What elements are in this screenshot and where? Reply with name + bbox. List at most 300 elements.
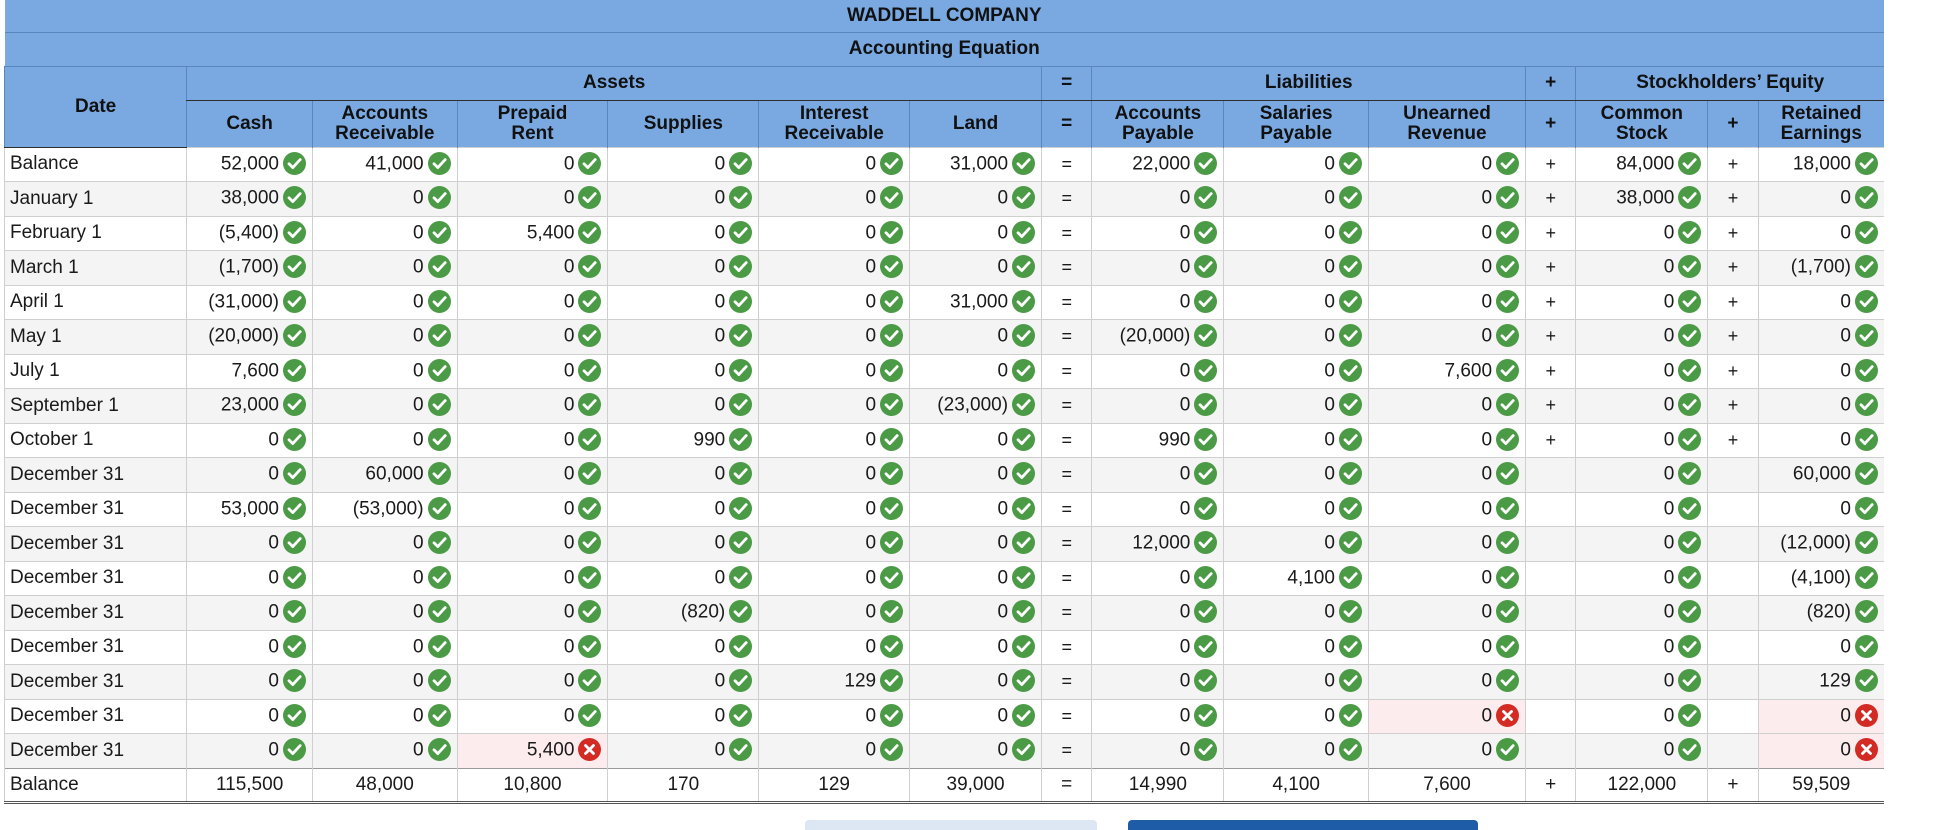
retained-earnings-cell[interactable] bbox=[1758, 147, 1884, 182]
retained-earnings-cell[interactable] bbox=[1758, 734, 1884, 769]
cell-value: 0 bbox=[1179, 705, 1191, 727]
check-circle-icon bbox=[1194, 566, 1217, 589]
check-circle-icon bbox=[729, 566, 752, 589]
cell-value: 0 bbox=[412, 532, 424, 554]
unearned-revenue-cell[interactable] bbox=[1368, 630, 1525, 665]
cell-value: 0 bbox=[1324, 153, 1335, 175]
supplies-cell[interactable] bbox=[608, 492, 759, 527]
accounts-payable-cell[interactable] bbox=[1092, 630, 1224, 665]
accounts-payable-cell[interactable] bbox=[1092, 596, 1224, 631]
equals-sign: = bbox=[1042, 423, 1092, 458]
salaries-payable-cell[interactable] bbox=[1224, 630, 1369, 665]
check-circle-icon bbox=[1339, 738, 1362, 761]
interest-receivable-cell[interactable] bbox=[759, 147, 910, 182]
unearned-revenue-cell[interactable] bbox=[1368, 492, 1525, 527]
equals-column-header: = bbox=[1042, 100, 1092, 147]
accounts-payable-cell[interactable] bbox=[1092, 734, 1224, 769]
common-stock-cell[interactable] bbox=[1576, 630, 1708, 665]
check-circle-icon bbox=[1194, 428, 1217, 451]
plus-sign: + bbox=[1708, 768, 1758, 802]
cell-value: (1,700) bbox=[1790, 256, 1851, 278]
common-stock-cell[interactable] bbox=[1576, 492, 1708, 527]
prepaid-rent-cell[interactable] bbox=[457, 492, 608, 527]
cell-value: 60,000 bbox=[1792, 463, 1851, 485]
accounts-receivable-cell[interactable] bbox=[312, 285, 457, 320]
common-stock-cell[interactable] bbox=[1576, 734, 1708, 769]
accounts-receivable-cell[interactable] bbox=[312, 389, 457, 424]
plus-sign: + bbox=[1708, 147, 1758, 182]
land-cell[interactable] bbox=[910, 665, 1042, 700]
check-circle-icon bbox=[1339, 566, 1362, 589]
supplies-cell[interactable] bbox=[608, 354, 759, 389]
x-circle-icon bbox=[578, 738, 601, 761]
prepaid-rent-cell[interactable] bbox=[457, 216, 608, 251]
check-circle-icon bbox=[1339, 428, 1362, 451]
land-cell[interactable] bbox=[910, 216, 1042, 251]
accounts-receivable-cell[interactable] bbox=[312, 147, 457, 182]
cell-value: 0 bbox=[865, 429, 877, 451]
cell-value: (820) bbox=[1806, 601, 1851, 623]
cell-value: 990 bbox=[1158, 429, 1191, 451]
check-circle-icon bbox=[880, 428, 903, 451]
cash-cell[interactable] bbox=[187, 699, 313, 734]
x-circle-icon bbox=[1496, 704, 1519, 727]
cell-value: 0 bbox=[714, 670, 726, 692]
retained-earnings-cell[interactable] bbox=[1758, 320, 1884, 355]
cell-value: 0 bbox=[997, 429, 1009, 451]
prepaid-rent-cell[interactable] bbox=[457, 285, 608, 320]
land-cell[interactable] bbox=[910, 320, 1042, 355]
land-cell[interactable] bbox=[910, 492, 1042, 527]
check-circle-icon bbox=[1012, 462, 1035, 485]
accounts-payable-cell[interactable] bbox=[1092, 492, 1224, 527]
salaries-payable-cell[interactable] bbox=[1224, 251, 1369, 286]
unearned-revenue-cell[interactable] bbox=[1368, 251, 1525, 286]
cell-value: 0 bbox=[1663, 222, 1675, 244]
unearned-revenue-cell[interactable] bbox=[1368, 665, 1525, 700]
prepaid-rent-cell[interactable] bbox=[457, 182, 608, 217]
supplies-cell[interactable] bbox=[608, 389, 759, 424]
supplies-cell[interactable] bbox=[608, 665, 759, 700]
retained-earnings-cell[interactable] bbox=[1758, 458, 1884, 493]
common-stock-cell[interactable] bbox=[1576, 251, 1708, 286]
cell-value: 0 bbox=[1840, 187, 1851, 209]
salaries-payable-cell[interactable] bbox=[1224, 699, 1369, 734]
accounts-receivable-column-header: Accounts Receivable bbox=[312, 100, 457, 147]
unearned-revenue-cell[interactable] bbox=[1368, 734, 1525, 769]
check-circle-icon bbox=[1012, 566, 1035, 589]
supplies-cell[interactable] bbox=[608, 182, 759, 217]
check-circle-icon bbox=[880, 669, 903, 692]
interest-receivable-cell[interactable] bbox=[759, 458, 910, 493]
unearned-revenue-cell[interactable] bbox=[1368, 216, 1525, 251]
unearned-revenue-cell[interactable] bbox=[1368, 182, 1525, 217]
supplies-cell[interactable] bbox=[608, 561, 759, 596]
cell-value: 0 bbox=[714, 463, 726, 485]
land-cell[interactable] bbox=[910, 561, 1042, 596]
supplies-cell[interactable] bbox=[608, 285, 759, 320]
salaries-payable-cell[interactable] bbox=[1224, 147, 1369, 182]
land-cell[interactable] bbox=[910, 354, 1042, 389]
land-cell[interactable] bbox=[910, 182, 1042, 217]
supplies-cell[interactable] bbox=[608, 596, 759, 631]
salaries-payable-cell[interactable] bbox=[1224, 285, 1369, 320]
interest-receivable-cell[interactable] bbox=[759, 561, 910, 596]
prepaid-rent-cell[interactable] bbox=[457, 320, 608, 355]
cell-value: 0 bbox=[1840, 636, 1851, 658]
accounts-payable-cell[interactable] bbox=[1092, 147, 1224, 182]
prepaid-rent-cell[interactable] bbox=[457, 665, 608, 700]
cash-cell[interactable] bbox=[187, 458, 313, 493]
interest-receivable-cell[interactable] bbox=[759, 285, 910, 320]
salaries-payable-cell[interactable] bbox=[1224, 458, 1369, 493]
unearned-revenue-cell[interactable] bbox=[1368, 389, 1525, 424]
common-stock-cell[interactable] bbox=[1576, 182, 1708, 217]
accounts-receivable-cell[interactable] bbox=[312, 734, 457, 769]
interest-receivable-cell[interactable] bbox=[759, 596, 910, 631]
check-circle-icon bbox=[729, 152, 752, 175]
supplies-cell[interactable] bbox=[608, 216, 759, 251]
plus-sign bbox=[1708, 561, 1758, 596]
salaries-payable-cell[interactable] bbox=[1224, 665, 1369, 700]
accounts-receivable-cell[interactable] bbox=[312, 423, 457, 458]
supplies-cell[interactable] bbox=[608, 734, 759, 769]
cell-value: 0 bbox=[563, 670, 575, 692]
interest-receivable-cell[interactable] bbox=[759, 665, 910, 700]
land-cell[interactable] bbox=[910, 389, 1042, 424]
cash-cell[interactable] bbox=[187, 216, 313, 251]
check-circle-icon bbox=[1678, 324, 1701, 347]
accounts-payable-cell[interactable] bbox=[1092, 216, 1224, 251]
interest-receivable-cell[interactable] bbox=[759, 182, 910, 217]
check-circle-icon bbox=[1678, 566, 1701, 589]
plus-column-header: + bbox=[1526, 100, 1576, 147]
table-row bbox=[5, 147, 1885, 182]
salaries-payable-cell[interactable] bbox=[1224, 320, 1369, 355]
interest-receivable-cell[interactable] bbox=[759, 389, 910, 424]
supplies-cell[interactable] bbox=[608, 423, 759, 458]
check-circle-icon bbox=[283, 393, 306, 416]
check-circle-icon bbox=[1194, 600, 1217, 623]
prepaid-rent-cell[interactable] bbox=[457, 596, 608, 631]
check-circle-icon bbox=[1339, 531, 1362, 554]
retained-earnings-cell[interactable] bbox=[1758, 389, 1884, 424]
cash-cell[interactable] bbox=[187, 354, 313, 389]
retained-earnings-cell[interactable] bbox=[1758, 527, 1884, 562]
retained-earnings-cell[interactable] bbox=[1758, 285, 1884, 320]
common-stock-cell[interactable] bbox=[1576, 596, 1708, 631]
table-row bbox=[5, 182, 1885, 217]
plus-sign bbox=[1526, 458, 1576, 493]
interest-receivable-cell[interactable] bbox=[759, 699, 910, 734]
plus-sign: + bbox=[1526, 251, 1576, 286]
interest-receivable-cell[interactable] bbox=[759, 354, 910, 389]
prepaid-rent-cell[interactable] bbox=[457, 147, 608, 182]
retained-earnings-cell[interactable] bbox=[1758, 699, 1884, 734]
supplies-cell[interactable] bbox=[608, 147, 759, 182]
unearned-revenue-cell[interactable] bbox=[1368, 285, 1525, 320]
equals-sign: = bbox=[1042, 630, 1092, 665]
land-cell[interactable] bbox=[910, 699, 1042, 734]
salaries-payable-cell[interactable] bbox=[1224, 423, 1369, 458]
interest-receivable-cell[interactable] bbox=[759, 630, 910, 665]
cell-value: 7,600 bbox=[231, 360, 279, 382]
interest-receivable-cell[interactable] bbox=[759, 423, 910, 458]
cell-value: 31,000 bbox=[949, 153, 1009, 175]
land-cell[interactable] bbox=[910, 734, 1042, 769]
prepaid-rent-cell[interactable] bbox=[457, 699, 608, 734]
plus-sign: + bbox=[1708, 182, 1758, 217]
accounts-payable-cell[interactable] bbox=[1092, 389, 1224, 424]
common-stock-cell[interactable] bbox=[1576, 527, 1708, 562]
cell-value: 0 bbox=[563, 187, 575, 209]
retained-earnings-cell[interactable] bbox=[1758, 182, 1884, 217]
row-date: December 31 bbox=[5, 596, 187, 631]
accounts-receivable-cell[interactable] bbox=[312, 320, 457, 355]
cash-cell[interactable] bbox=[187, 251, 313, 286]
cell-value: 18,000 bbox=[1792, 153, 1851, 175]
cell-value: 0 bbox=[1179, 291, 1191, 313]
check-circle-icon bbox=[1855, 600, 1878, 623]
check-circle-icon bbox=[729, 428, 752, 451]
plus-sign bbox=[1708, 596, 1758, 631]
cash-cell[interactable] bbox=[187, 320, 313, 355]
cell-value: 0 bbox=[1663, 739, 1675, 761]
common-stock-cell[interactable] bbox=[1576, 665, 1708, 700]
salaries-payable-cell[interactable] bbox=[1224, 389, 1369, 424]
unearned-revenue-cell[interactable] bbox=[1368, 423, 1525, 458]
check-circle-icon bbox=[1012, 531, 1035, 554]
cash-cell[interactable] bbox=[187, 147, 313, 182]
retained-earnings-cell[interactable] bbox=[1758, 492, 1884, 527]
cell-value: 5,400 bbox=[526, 222, 575, 244]
supplies-cell[interactable] bbox=[608, 527, 759, 562]
table-row bbox=[5, 251, 1885, 286]
interest-receivable-cell[interactable] bbox=[759, 492, 910, 527]
accounts-payable-cell[interactable] bbox=[1092, 527, 1224, 562]
common-stock-cell[interactable] bbox=[1576, 699, 1708, 734]
common-stock-cell[interactable] bbox=[1576, 354, 1708, 389]
land-cell[interactable] bbox=[910, 423, 1042, 458]
primary-button[interactable] bbox=[1128, 820, 1478, 830]
common-stock-cell[interactable] bbox=[1576, 320, 1708, 355]
cell-value: 0 bbox=[1179, 739, 1191, 761]
plus-sign bbox=[1708, 458, 1758, 493]
common-stock-cell[interactable] bbox=[1576, 216, 1708, 251]
common-stock-cell[interactable] bbox=[1576, 285, 1708, 320]
check-circle-icon bbox=[578, 497, 601, 520]
unearned-revenue-cell[interactable] bbox=[1368, 527, 1525, 562]
interest-receivable-cell[interactable] bbox=[759, 734, 910, 769]
accounts-payable-cell[interactable] bbox=[1092, 458, 1224, 493]
unearned-revenue-cell[interactable] bbox=[1368, 699, 1525, 734]
cell-value: 41,000 bbox=[365, 153, 424, 175]
cash-cell[interactable] bbox=[187, 596, 313, 631]
unearned-revenue-cell[interactable] bbox=[1368, 596, 1525, 631]
interest-receivable-cell[interactable] bbox=[759, 320, 910, 355]
prepaid-rent-cell[interactable] bbox=[457, 354, 608, 389]
supplies-cell[interactable] bbox=[608, 251, 759, 286]
cash-cell[interactable] bbox=[187, 665, 313, 700]
equity-group-header: Stockholders’ Equity bbox=[1576, 66, 1884, 100]
common-stock-cell[interactable] bbox=[1576, 389, 1708, 424]
accounts-receivable-cell[interactable] bbox=[312, 251, 457, 286]
check-circle-icon bbox=[283, 531, 306, 554]
accounts-payable-cell[interactable] bbox=[1092, 251, 1224, 286]
unearned-revenue-cell[interactable] bbox=[1368, 320, 1525, 355]
cell-value: 0 bbox=[714, 705, 726, 727]
land-cell[interactable] bbox=[910, 285, 1042, 320]
cash-cell[interactable] bbox=[187, 492, 313, 527]
salaries-payable-cell[interactable] bbox=[1224, 561, 1369, 596]
check-circle-icon bbox=[1012, 359, 1035, 382]
common-stock-cell[interactable] bbox=[1576, 458, 1708, 493]
retained-earnings-cell[interactable] bbox=[1758, 216, 1884, 251]
cash-cell[interactable] bbox=[187, 285, 313, 320]
cell-value: 23,000 bbox=[220, 394, 279, 416]
accounts-receivable-cell[interactable] bbox=[312, 699, 457, 734]
land-cell[interactable] bbox=[910, 458, 1042, 493]
accounts-receivable-cell[interactable] bbox=[312, 665, 457, 700]
retained-earnings-cell[interactable] bbox=[1758, 354, 1884, 389]
cash-cell[interactable] bbox=[187, 734, 313, 769]
supplies-cell[interactable] bbox=[608, 320, 759, 355]
accounts-receivable-cell[interactable] bbox=[312, 492, 457, 527]
cell-value: 0 bbox=[1324, 429, 1335, 451]
salaries-payable-cell[interactable] bbox=[1224, 527, 1369, 562]
salaries-payable-cell[interactable] bbox=[1224, 492, 1369, 527]
cell-value: 0 bbox=[1179, 601, 1191, 623]
check-circle-icon bbox=[283, 566, 306, 589]
prepaid-rent-cell[interactable] bbox=[457, 561, 608, 596]
prepaid-rent-cell[interactable] bbox=[457, 423, 608, 458]
row-date: April 1 bbox=[5, 285, 187, 320]
check-circle-icon bbox=[428, 152, 451, 175]
supplies-cell[interactable] bbox=[608, 699, 759, 734]
supplies-cell[interactable] bbox=[608, 630, 759, 665]
cash-cell[interactable] bbox=[187, 423, 313, 458]
check-circle-icon bbox=[1012, 255, 1035, 278]
cash-cell[interactable] bbox=[187, 561, 313, 596]
cash-cell[interactable] bbox=[187, 527, 313, 562]
cell-value: 0 bbox=[997, 360, 1009, 382]
retained-earnings-cell[interactable] bbox=[1758, 665, 1884, 700]
interest-receivable-cell[interactable] bbox=[759, 216, 910, 251]
cell-value: 0 bbox=[563, 325, 575, 347]
accounts-payable-cell[interactable] bbox=[1092, 285, 1224, 320]
accounts-receivable-cell[interactable] bbox=[312, 182, 457, 217]
retained-earnings-cell[interactable] bbox=[1758, 251, 1884, 286]
row-date: December 31 bbox=[5, 630, 187, 665]
check-circle-icon bbox=[1012, 738, 1035, 761]
cash-cell[interactable] bbox=[187, 630, 313, 665]
interest-receivable-cell[interactable] bbox=[759, 527, 910, 562]
unearned-revenue-cell[interactable] bbox=[1368, 147, 1525, 182]
row-date: December 31 bbox=[5, 699, 187, 734]
unearned-revenue-cell[interactable] bbox=[1368, 458, 1525, 493]
salaries-payable-cell[interactable] bbox=[1224, 354, 1369, 389]
retained-earnings-cell[interactable] bbox=[1758, 596, 1884, 631]
accounts-payable-cell[interactable] bbox=[1092, 699, 1224, 734]
cell-value: (5,400) bbox=[218, 222, 279, 244]
cell-value: 129 bbox=[844, 670, 877, 692]
land-cell[interactable] bbox=[910, 251, 1042, 286]
supplies-cell[interactable] bbox=[608, 458, 759, 493]
accounts-receivable-cell[interactable] bbox=[312, 527, 457, 562]
salaries-payable-cell[interactable] bbox=[1224, 596, 1369, 631]
accounts-payable-cell[interactable] bbox=[1092, 320, 1224, 355]
prepaid-rent-cell[interactable] bbox=[457, 458, 608, 493]
check-circle-icon bbox=[1678, 393, 1701, 416]
liabilities-group-header: Liabilities bbox=[1092, 66, 1526, 100]
check-circle-icon bbox=[1012, 221, 1035, 244]
interest-receivable-cell[interactable] bbox=[759, 251, 910, 286]
cell-value: 0 bbox=[1840, 498, 1851, 520]
salaries-payable-cell[interactable] bbox=[1224, 216, 1369, 251]
salaries-payable-cell[interactable] bbox=[1224, 734, 1369, 769]
check-circle-icon bbox=[1855, 497, 1878, 520]
retained-earnings-cell[interactable] bbox=[1758, 561, 1884, 596]
accounts-payable-cell[interactable] bbox=[1092, 182, 1224, 217]
common-stock-cell[interactable] bbox=[1576, 561, 1708, 596]
check-circle-icon bbox=[578, 566, 601, 589]
accounts-payable-cell[interactable] bbox=[1092, 561, 1224, 596]
row-date: December 31 bbox=[5, 734, 187, 769]
retained-earnings-cell[interactable] bbox=[1758, 423, 1884, 458]
retained-earnings-cell[interactable] bbox=[1758, 630, 1884, 665]
unearned-revenue-cell[interactable] bbox=[1368, 354, 1525, 389]
accounts-receivable-cell[interactable] bbox=[312, 596, 457, 631]
accounts-receivable-cell[interactable] bbox=[312, 354, 457, 389]
land-cell[interactable] bbox=[910, 527, 1042, 562]
salaries-payable-cell[interactable] bbox=[1224, 182, 1369, 217]
accounts-receivable-cell[interactable] bbox=[312, 458, 457, 493]
land-cell[interactable] bbox=[910, 596, 1042, 631]
accounts-receivable-total: 48,000 bbox=[312, 768, 457, 802]
prepaid-rent-cell[interactable] bbox=[457, 251, 608, 286]
row-date: October 1 bbox=[5, 423, 187, 458]
cell-value: 0 bbox=[1840, 325, 1851, 347]
accounts-receivable-cell[interactable] bbox=[312, 630, 457, 665]
cell-value: 0 bbox=[865, 532, 877, 554]
cell-value: 0 bbox=[412, 325, 424, 347]
unearned-revenue-cell[interactable] bbox=[1368, 561, 1525, 596]
secondary-button[interactable] bbox=[805, 820, 1097, 830]
check-circle-icon bbox=[578, 359, 601, 382]
common-stock-cell[interactable] bbox=[1576, 147, 1708, 182]
prepaid-rent-cell[interactable] bbox=[457, 389, 608, 424]
common-stock-cell[interactable] bbox=[1576, 423, 1708, 458]
prepaid-rent-cell[interactable] bbox=[457, 734, 608, 769]
accounts-payable-cell[interactable] bbox=[1092, 665, 1224, 700]
accounts-payable-cell[interactable] bbox=[1092, 354, 1224, 389]
check-circle-icon bbox=[1678, 497, 1701, 520]
cash-cell[interactable] bbox=[187, 389, 313, 424]
land-cell[interactable] bbox=[910, 147, 1042, 182]
check-circle-icon bbox=[578, 324, 601, 347]
cell-value: 0 bbox=[1324, 636, 1335, 658]
prepaid-rent-cell[interactable] bbox=[457, 527, 608, 562]
plus-sign: + bbox=[1526, 389, 1576, 424]
land-cell[interactable] bbox=[910, 630, 1042, 665]
check-circle-icon bbox=[283, 704, 306, 727]
accounts-receivable-cell[interactable] bbox=[312, 216, 457, 251]
accounts-receivable-cell[interactable] bbox=[312, 561, 457, 596]
check-circle-icon bbox=[1855, 462, 1878, 485]
cash-cell[interactable] bbox=[187, 182, 313, 217]
accounts-payable-cell[interactable] bbox=[1092, 423, 1224, 458]
prepaid-rent-cell[interactable] bbox=[457, 630, 608, 665]
